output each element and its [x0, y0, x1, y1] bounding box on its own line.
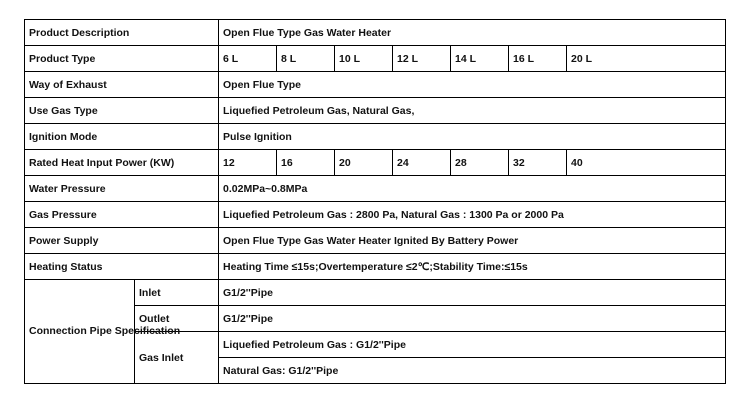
spec-row: [25, 124, 726, 150]
row-value: Liquefied Petroleum Gas : 2800 Pa, Natural Gas : 1300 Pa or 2000 Pa: [219, 202, 726, 228]
spec-table: [24, 19, 726, 384]
capacity-cell: 12 L: [393, 46, 451, 72]
power-cell: 40: [567, 150, 726, 176]
row-value: Liquefied Petroleum Gas, Natural Gas,: [219, 98, 726, 124]
row-value: Heating Time ≤15s;Overtemperature ≤2℃;Stability Time:≤15s: [219, 254, 726, 280]
power-cell: 28: [451, 150, 509, 176]
row-value: Open Flue Type Gas Water Heater Ignited By Battery Power: [219, 228, 726, 254]
outlet-value: G1/2''Pipe: [219, 306, 726, 332]
row-value: Open Flue Type Gas Water Heater: [219, 20, 726, 46]
capacity-cell: 16 L: [509, 46, 567, 72]
capacity-cell: 8 L: [277, 46, 335, 72]
row-label: Way of Exhaust: [25, 72, 219, 98]
capacity-cell: 6 L: [219, 46, 277, 72]
power-cell: 24: [393, 150, 451, 176]
inlet-value: G1/2''Pipe: [219, 280, 726, 306]
capacity-cell: 20 L: [567, 46, 726, 72]
inlet-label: Inlet: [135, 280, 219, 306]
spec-row: [25, 280, 726, 306]
capacity-cell: 10 L: [335, 46, 393, 72]
row-label: Gas Pressure: [25, 202, 219, 228]
spec-row: [25, 150, 726, 176]
power-cell: 16: [277, 150, 335, 176]
row-value: Open Flue Type: [219, 72, 726, 98]
row-value: Pulse Ignition: [219, 124, 726, 150]
gas-inlet-label: Gas Inlet: [135, 332, 219, 384]
gas-inlet-lpg-value: Liquefied Petroleum Gas : G1/2''Pipe: [219, 332, 726, 358]
spec-row: [25, 254, 726, 280]
spec-row: [25, 72, 726, 98]
row-label: Product Type: [25, 46, 219, 72]
power-cell: 20: [335, 150, 393, 176]
row-label: Heating Status: [25, 254, 219, 280]
connection-pipe-label: Connection Pipe Specification: [25, 280, 135, 384]
capacity-cell: 14 L: [451, 46, 509, 72]
row-label: Use Gas Type: [25, 98, 219, 124]
spec-table-body: [25, 20, 726, 384]
spec-row: [25, 46, 726, 72]
row-value: 0.02MPa~0.8MPa: [219, 176, 726, 202]
row-label: Water Pressure: [25, 176, 219, 202]
spec-row: [25, 228, 726, 254]
row-label: Power Supply: [25, 228, 219, 254]
spec-row: [25, 176, 726, 202]
row-label: Product Description: [25, 20, 219, 46]
row-label: Rated Heat Input Power (KW): [25, 150, 219, 176]
power-cell: 32: [509, 150, 567, 176]
spec-row: [25, 98, 726, 124]
spec-row: [25, 202, 726, 228]
power-cell: 12: [219, 150, 277, 176]
outlet-label: Outlet: [135, 306, 219, 332]
gas-inlet-natural-value: Natural Gas: G1/2''Pipe: [219, 358, 726, 384]
row-label: Ignition Mode: [25, 124, 219, 150]
spec-row: [25, 20, 726, 46]
